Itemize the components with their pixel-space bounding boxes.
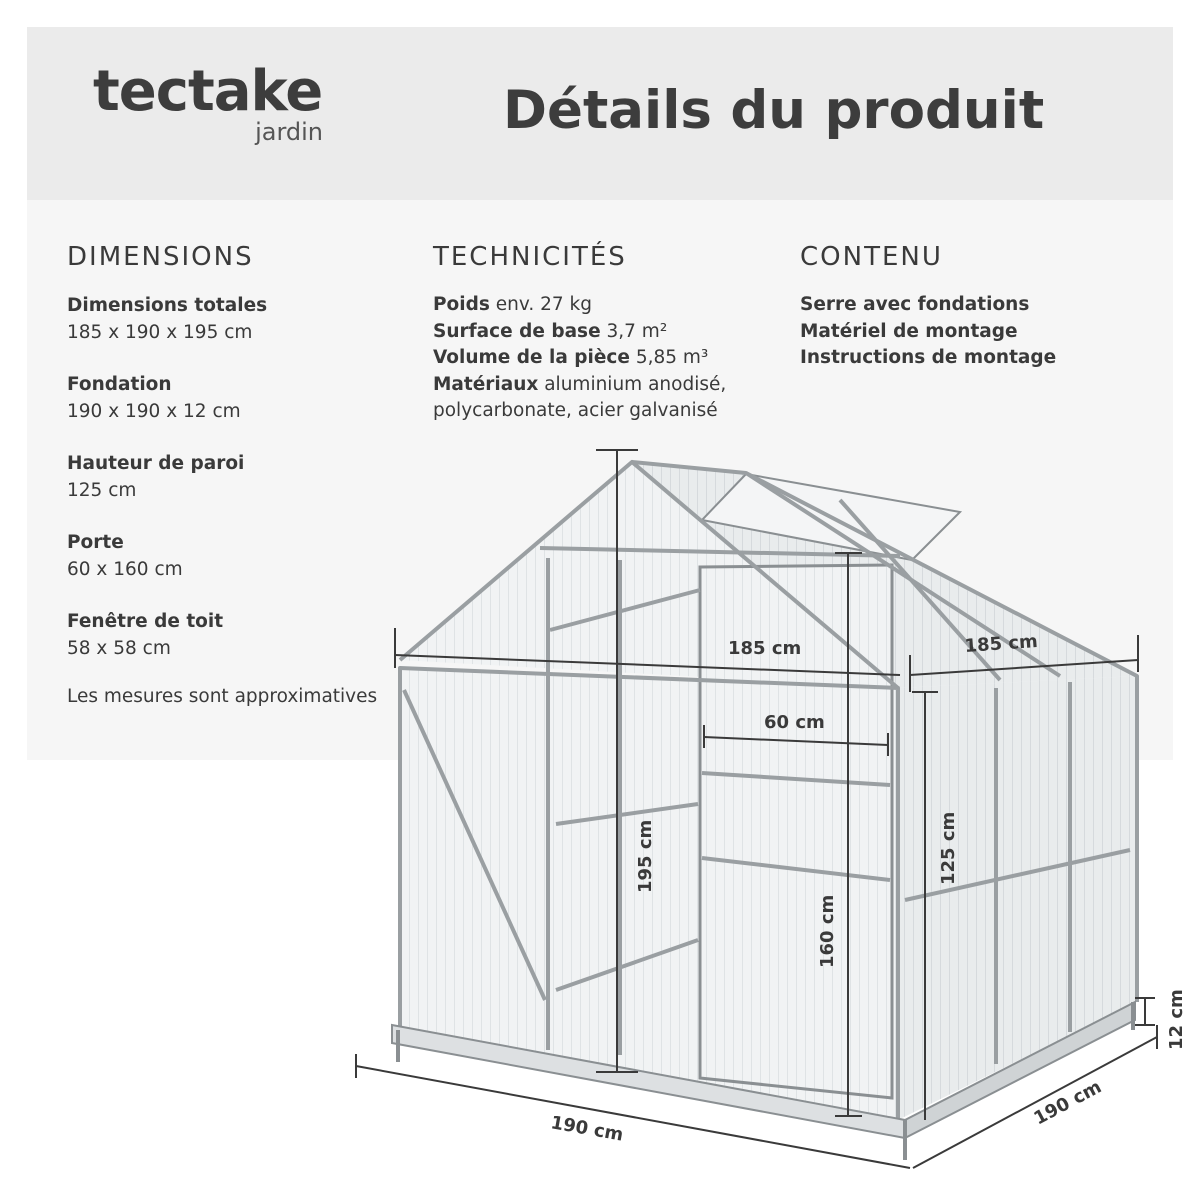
dimensions-heading: DIMENSIONS xyxy=(67,242,254,272)
content-item: Serre avec fondations xyxy=(800,294,1030,316)
brand-name: tectake xyxy=(93,59,323,124)
greenhouse-panels xyxy=(400,462,1137,1120)
side-wall-panel xyxy=(898,676,1137,1120)
technicities-heading: TECHNICITÉS xyxy=(433,242,627,272)
label-depth-front: 190 cm xyxy=(549,1112,625,1146)
page-title: Détails du produit xyxy=(503,80,1045,141)
dimension-label: Dimensions totales xyxy=(67,295,268,317)
dimension-value: 185 x 190 x 195 cm xyxy=(67,322,253,344)
contents-heading: CONTENU xyxy=(800,242,943,272)
label-depth-side: 190 cm xyxy=(1030,1076,1106,1130)
spec-value: env. 27 kg xyxy=(489,294,593,316)
dimension-value: 60 x 160 cm xyxy=(67,559,183,581)
spec-label: Volume de la pièce xyxy=(433,347,630,369)
dimension-value: 190 x 190 x 12 cm xyxy=(67,401,241,423)
label-wall-height: 125 cm xyxy=(938,811,959,885)
spec-continuation: polycarbonate, acier galvanisé xyxy=(433,400,718,422)
content-item: Instructions de montage xyxy=(800,347,1057,369)
label-total-height: 195 cm xyxy=(635,819,656,893)
spec-label: Surface de base xyxy=(433,320,601,342)
dimension-label: Hauteur de paroi xyxy=(67,453,245,475)
approximation-note: Les mesures sont approximatives xyxy=(67,686,378,708)
spec-label: Poids xyxy=(433,294,490,316)
label-width-side: 185 cm xyxy=(963,630,1039,657)
brand-subtitle: jardin xyxy=(255,118,323,146)
label-door-height: 160 cm xyxy=(817,894,838,968)
label-foundation-height: 12 cm xyxy=(1166,989,1187,1050)
content-item: Matériel de montage xyxy=(800,320,1018,342)
spec-value: 3,7 m² xyxy=(600,320,668,342)
dimension-value: 125 cm xyxy=(67,480,137,502)
label-width-front: 185 cm xyxy=(728,638,802,659)
label-door-width: 60 cm xyxy=(764,712,825,733)
dimension-value: 58 x 58 cm xyxy=(67,638,171,660)
spec-value: 5,85 m³ xyxy=(629,347,709,369)
dimension-label: Fondation xyxy=(67,374,172,396)
spec-label: Matériaux xyxy=(433,373,539,395)
spec-value: aluminium anodisé, xyxy=(538,373,727,395)
dimension-label: Porte xyxy=(67,532,124,554)
dimension-label: Fenêtre de toit xyxy=(67,611,224,633)
